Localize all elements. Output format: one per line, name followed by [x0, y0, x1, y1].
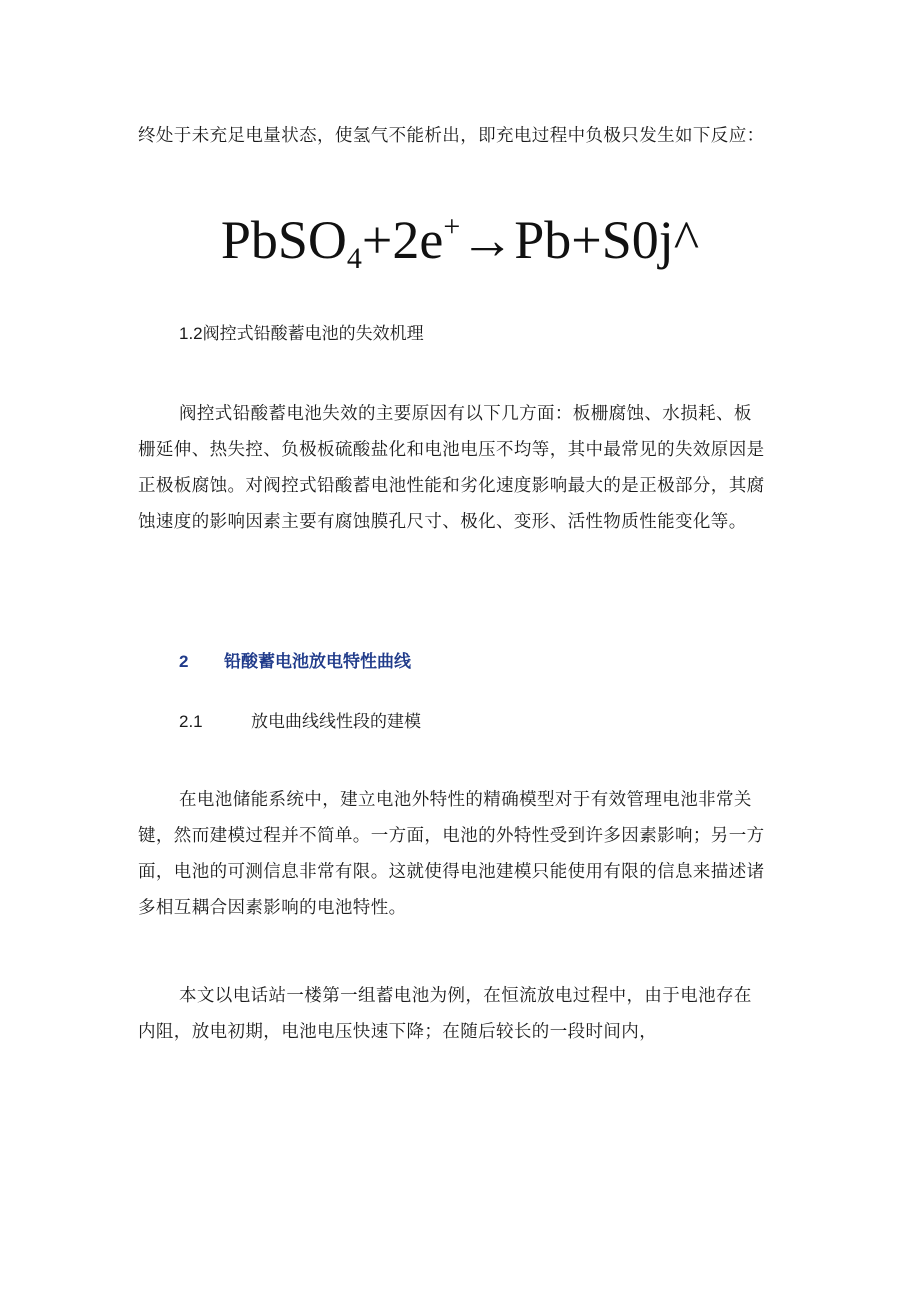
section-2-1-title: 放电曲线线性段的建模 [251, 712, 421, 731]
equation-part-2: +2e [361, 210, 444, 270]
section-2-heading [179, 650, 411, 674]
equation-part-1: PbSO [220, 210, 347, 270]
section-2-1-paragraph-2 [138, 978, 788, 1050]
section-2-number: 2 [179, 652, 189, 671]
paragraph-line: 阀控式铅酸蓄电池失效的主要原因有以下几方面：板栅腐蚀、水损耗、板 [179, 404, 752, 424]
paragraph-line: 正极板腐蚀。对阀控式铅酸蓄电池性能和劣化速度影响最大的是正极部分，其腐 [138, 476, 765, 496]
paragraph-line: 在电池储能系统中，建立电池外特性的精确模型对于有效管理电池非常关 [179, 790, 752, 810]
paragraph-line: 栅延伸、热失控、负极板硫酸盐化和电池电压不均等，其中最常见的失效原因是 [138, 440, 765, 460]
paragraph-line: 键，然而建模过程并不简单。一方面，电池的外特性受到许多因素影响；另一方 [138, 826, 765, 846]
section-1-2-title: 1.2阀控式铅酸蓄电池的失效机理 [179, 324, 424, 343]
paragraph-line: 面，电池的可测信息非常有限。这就使得电池建模只能使用有限的信息来描述诸 [138, 862, 765, 882]
section-2-1-number: 2.1 [179, 712, 203, 731]
section-2-1-paragraph-1 [138, 782, 788, 926]
section-2-title: 铅酸蓄电池放电特性曲线 [224, 652, 411, 671]
paragraph-line: 本文以电话站一楼第一组蓄电池为例，在恒流放电过程中，由于电池存在 [179, 986, 752, 1006]
paragraph-line: 多相互耦合因素影响的电池特性。 [138, 898, 407, 918]
reaction-equation [0, 205, 920, 294]
paragraph-line: 蚀速度的影响因素主要有腐蚀膜孔尺寸、极化、变形、活性物质性能变化等。 [138, 512, 747, 532]
section-1-2-paragraph [138, 396, 788, 540]
equation-subscript: 4 [346, 242, 362, 275]
paragraph-line: 内阻，放电初期，电池电压快速下降；在随后较长的一段时间内， [138, 1022, 658, 1042]
section-2-1-heading [179, 710, 421, 734]
equation-part-3: →Pb+S0j^ [460, 210, 700, 270]
intro-paragraph [138, 118, 788, 154]
intro-line: 终处于未充足电量状态，使氢气不能析出，即充电过程中负极只发生如下反应： [138, 126, 765, 146]
equation-superscript: + [443, 210, 461, 243]
